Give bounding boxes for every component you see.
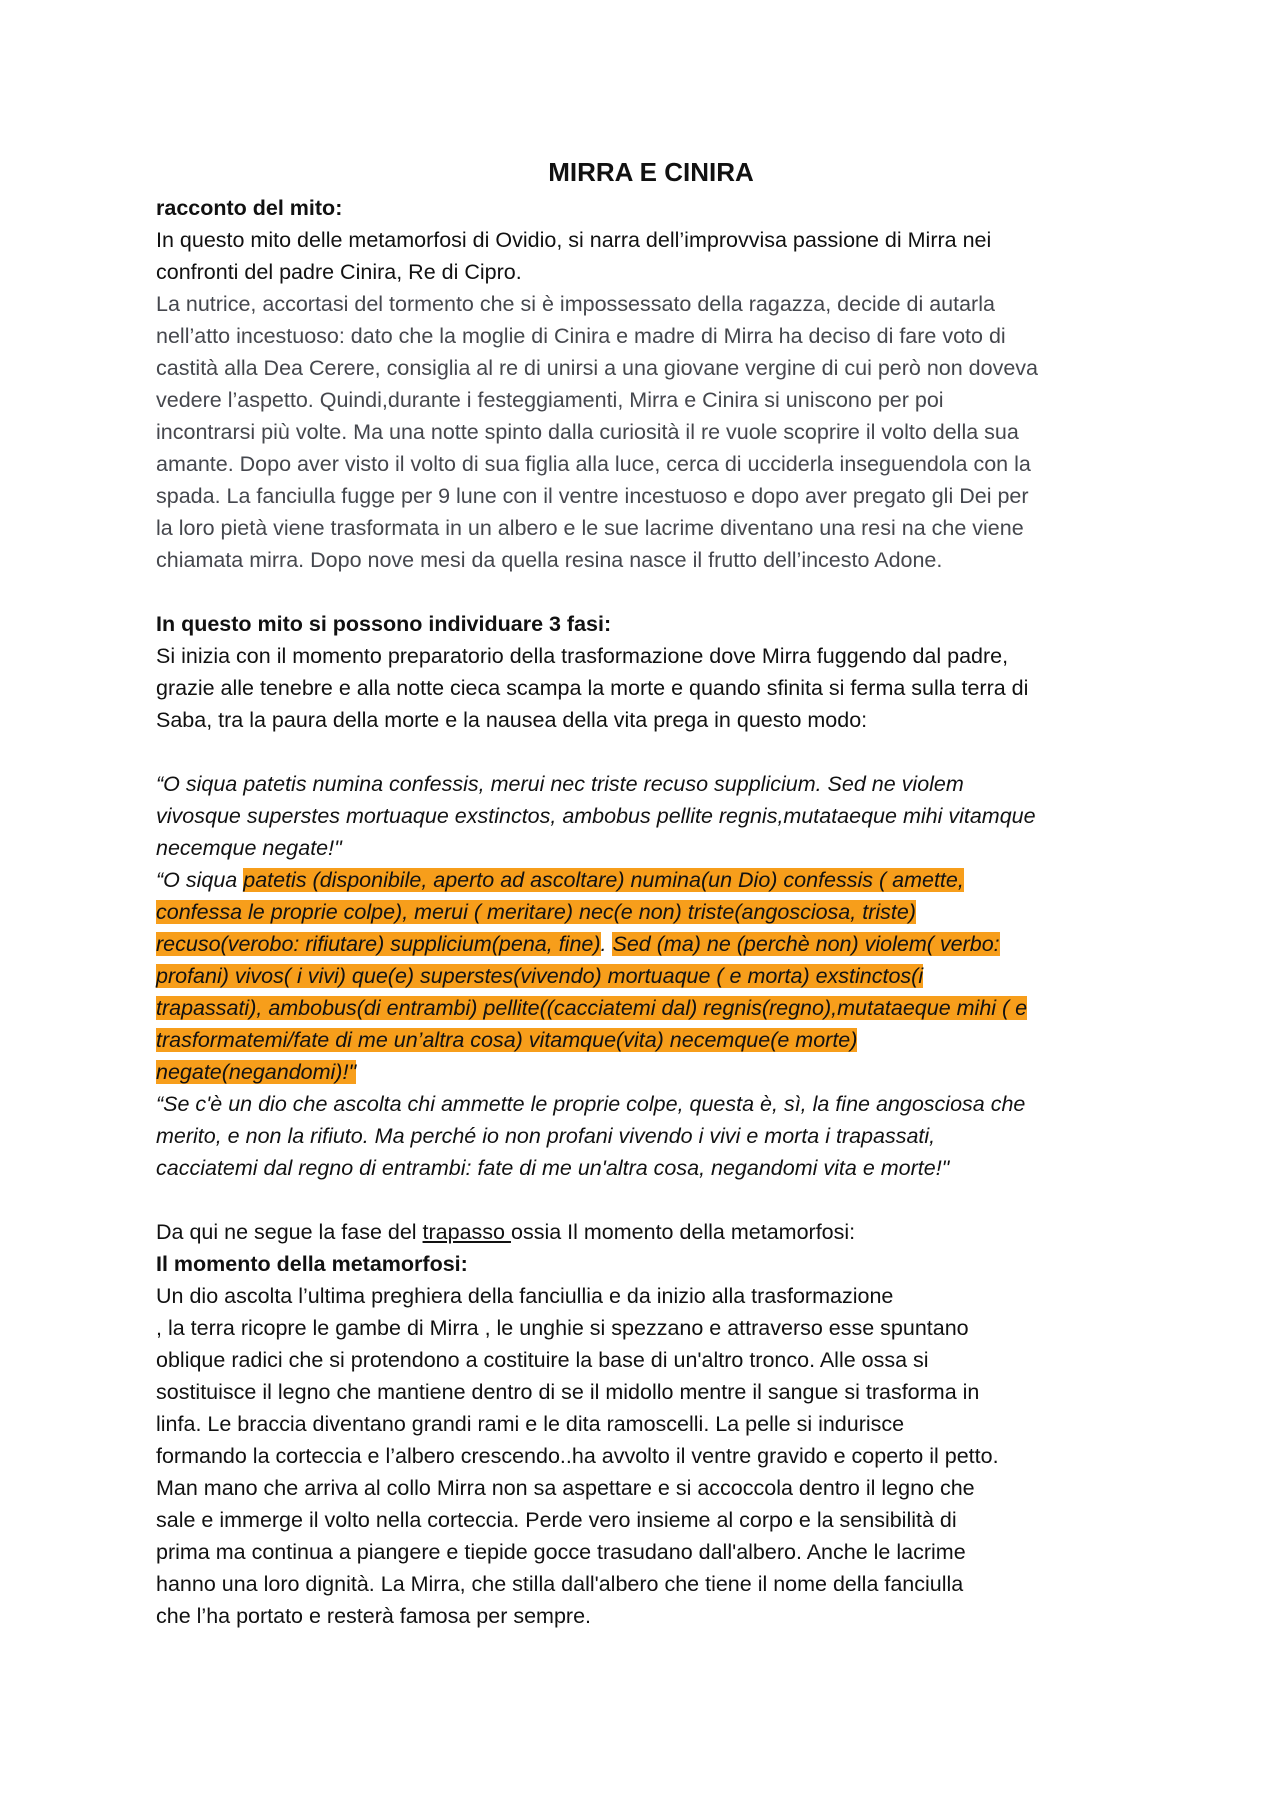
transition-after: ossia Il momento della metamorfosi: xyxy=(510,1220,856,1244)
spacer xyxy=(156,576,1146,608)
spacer xyxy=(156,736,1146,768)
paragraph-story-line: spada. La fanciulla fugge per 9 lune con il ventre incestuoso e dopo aver pregato gli Dei per xyxy=(156,484,1029,508)
paragraph-metamorfosi-line: sale e immerge il volto nella corteccia. Perde vero insieme al corpo e la sensibilità di xyxy=(156,1508,957,1532)
paragraph-metamorfosi-line: linfa. Le braccia diventano grandi rami e le dita ramoscelli. La pelle si indurisce xyxy=(156,1412,905,1436)
paragraph-story-line: vedere l’aspetto. Quindi,durante i festeggiamenti, Mirra e Cinira si uniscono per poi xyxy=(156,388,944,412)
highlighted-annotation: recuso(verobo: rifiutare) supplicium(pena, fine) xyxy=(156,932,601,956)
paragraph-story-line: incontrarsi più volte. Ma una notte spinto dalla curiosità il re vuole scoprire il volto della sua xyxy=(156,420,1019,444)
annotated-latin-line xyxy=(156,992,1146,1024)
paragraph-metamorfosi-line: Man mano che arriva al collo Mirra non sa aspettare e si accoccola dentro il legno che xyxy=(156,1476,975,1500)
annotated-separator: . xyxy=(600,932,613,956)
translation-line: merito, e non la rifiuto. Ma perché io non profani vivendo i vivi e morta i trapassati, xyxy=(156,1124,936,1148)
paragraph-metamorfosi-line: che l’ha portato e resterà famosa per sempre. xyxy=(156,1604,591,1628)
annotated-prefix: “O siqua xyxy=(156,868,244,892)
paragraph-intro-line: In questo mito delle metamorfosi di Ovidio, si narra dell’improvvisa passione di Mirra nei xyxy=(156,228,992,252)
highlighted-annotation: trasformatemi/fate di me un’altra cosa) vitamque(vita) necemque(e morte) xyxy=(156,1028,858,1052)
paragraph-fasi-line: Si inizia con il momento preparatorio della trasformazione dove Mirra fuggendo dal padre, xyxy=(156,644,1009,668)
annotated-latin-line xyxy=(156,928,1146,960)
underlined-word-trapasso: trapasso xyxy=(422,1220,511,1244)
paragraph-story-line: chiamata mirra. Dopo nove mesi da quella resina nasce il frutto dell’incesto Adone. xyxy=(156,548,943,572)
highlighted-annotation: profani) vivos( i vivi) que(e) superstes(vivendo) mortuaque ( e morta) exstinctos(i xyxy=(156,964,924,988)
translation-line: “Se c'è un dio che ascolta chi ammette le proprie colpe, questa è, sì, la fine angosciosa che xyxy=(156,1092,1026,1116)
spacer xyxy=(156,1184,1146,1216)
highlighted-annotation: trapassati), ambobus(di entrambi) pellite((cacciatemi dal) regnis(regno),mutataeque mihi ( e xyxy=(156,996,1028,1020)
section-heading-racconto: racconto del mito: xyxy=(156,196,343,220)
document-title: MIRRA E CINIRA xyxy=(548,157,754,187)
paragraph-metamorfosi-line: oblique radici che si protendono a costituire la base di un'altro tronco. Alle ossa si xyxy=(156,1348,929,1372)
paragraph-fasi-line: grazie alle tenebre e alla notte cieca scampa la morte e quando sfinita si ferma sulla terra di xyxy=(156,676,1029,700)
transition-line xyxy=(156,1216,1146,1248)
annotated-latin-line xyxy=(156,960,1146,992)
section-heading-metamorfosi: Il momento della metamorfosi: xyxy=(156,1252,468,1276)
highlighted-annotation: Sed (ma) ne (perchè non) violem( verbo: xyxy=(612,932,1000,956)
highlighted-annotation: confessa le proprie colpe), merui ( meritare) nec(e non) triste(angosciosa, triste) xyxy=(156,900,916,924)
annotated-latin-line xyxy=(156,1024,1146,1056)
highlighted-annotation: negate(negandomi)!" xyxy=(156,1060,357,1084)
paragraph-metamorfosi-line: , la terra ricopre le gambe di Mirra , le unghie si spezzano e attraverso esse spuntano xyxy=(156,1316,969,1340)
annotated-latin-line xyxy=(156,864,1146,896)
paragraph-fasi-line: Saba, tra la paura della morte e la nausea della vita prega in questo modo: xyxy=(156,708,868,732)
annotated-latin-line xyxy=(156,1056,1146,1088)
paragraph-intro-line: confronti del padre Cinira, Re di Cipro. xyxy=(156,260,522,284)
paragraph-story-line: la loro pietà viene trasformata in un albero e le sue lacrime diventano una resi na che viene xyxy=(156,516,1024,540)
paragraph-metamorfosi-line: prima ma continua a piangere e tiepide gocce trasudano dall'albero. Anche le lacrime xyxy=(156,1540,966,1564)
highlighted-annotation: patetis (disponibile, aperto ad ascoltare) numina(un Dio) confessis ( amette, xyxy=(243,868,964,892)
paragraph-story-line: La nutrice, accortasi del tormento che si è impossessato della ragazza, decide di autarla xyxy=(156,292,995,316)
document-content xyxy=(156,152,1146,1632)
paragraph-metamorfosi-line: sostituisce il legno che mantiene dentro di se il midollo mentre il sangue si trasforma in xyxy=(156,1380,980,1404)
paragraph-story-line: amante. Dopo aver visto il volto di sua figlia alla luce, cerca di ucciderla inseguendola con la xyxy=(156,452,1031,476)
paragraph-metamorfosi-line: formando la corteccia e l’albero crescendo..ha avvolto il ventre gravido e coperto il petto. xyxy=(156,1444,999,1468)
translation-line: cacciatemi dal regno di entrambi: fate di me un'altra cosa, negandomi vita e morte!" xyxy=(156,1156,950,1180)
latin-quote-line: vivosque superstes mortuaque exstinctos, ambobus pellite regnis,mutataeque mihi vitamque xyxy=(156,804,1036,828)
latin-quote-line: necemque negate!" xyxy=(156,836,342,860)
annotated-latin-line xyxy=(156,896,1146,928)
paragraph-metamorfosi-line: Un dio ascolta l’ultima preghiera della fanciullia e da inizio alla trasformazione xyxy=(156,1284,894,1308)
section-heading-fasi: In questo mito si possono individuare 3 fasi: xyxy=(156,612,612,636)
latin-quote-line: “O siqua patetis numina confessis, merui nec triste recuso supplicium. Sed ne violem xyxy=(156,772,964,796)
transition-before: Da qui ne segue la fase del xyxy=(156,1220,423,1244)
paragraph-story-line: castità alla Dea Cerere, consiglia al re di unirsi a una giovane vergine di cui però non doveva xyxy=(156,356,1039,380)
paragraph-story-line: nell’atto incestuoso: dato che la moglie di Cinira e madre di Mirra ha deciso di fare voto di xyxy=(156,324,1006,348)
paragraph-metamorfosi-line: hanno una loro dignità. La Mirra, che stilla dall'albero che tiene il nome della fanciulla xyxy=(156,1572,964,1596)
